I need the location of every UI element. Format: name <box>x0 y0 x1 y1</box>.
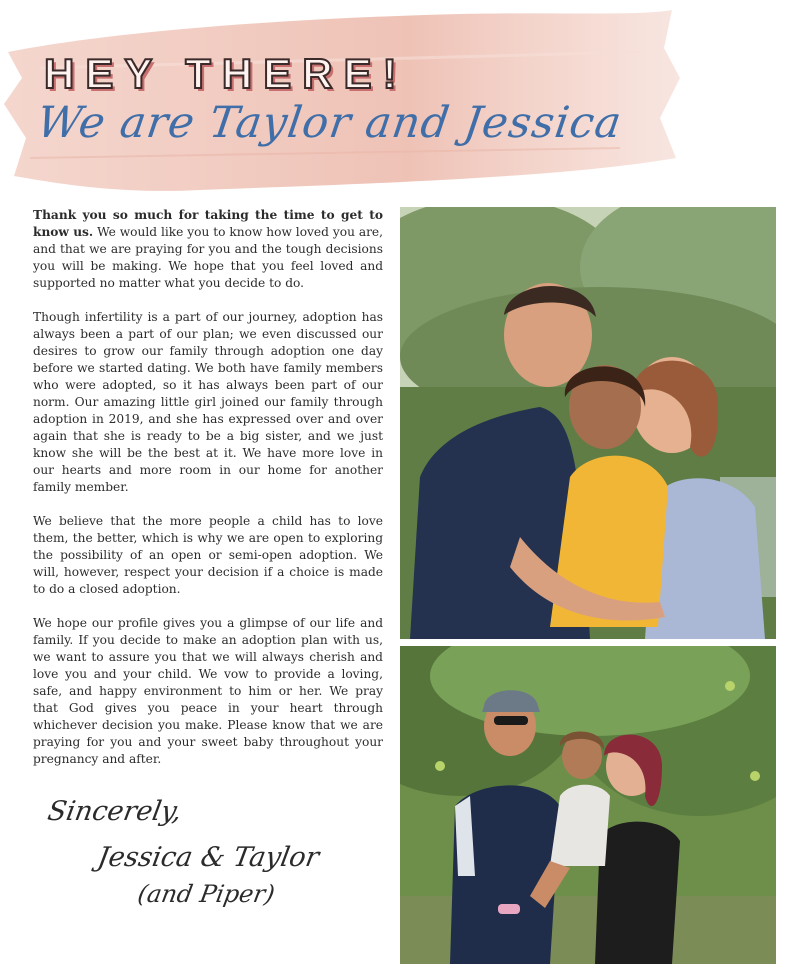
letter-paragraph: We hope our profile gives you a glimpse of our life and family. If you decide to make an adoption plan with us, we want to assure you that we will always cherish and love you and your child. We vow to provide a loving, safe, and happy environment to him or her. We pray that God gives you peace in your heart through whichever decision you make. Please know that we are praying for you and your sweet baby throughout your pregnancy and after. <box>33 616 383 766</box>
letter-paragraph: We believe that the more people a child has to love them, the better, which is why we are open to exploring the possibility of an open or semi-open adoption. We will, however, respect your decision if a choice is made to do a closed adoption. <box>33 514 383 596</box>
letter-intro-text: We would like you to know how loved you are, and that we are praying for you and the tough decisions you will be making. We hope that you feel loved and supported no matter what you decide to do. <box>33 225 383 290</box>
closing-sincerely: Sincerely, <box>45 796 185 827</box>
family-photo-orchard <box>400 646 776 964</box>
names-script-title: We are Taylor and Jessica <box>34 98 626 148</box>
family-photo-portrait <box>400 207 776 639</box>
letter-paragraph: Though infertility is a part of our journey, adoption has always been a part of our plan; we even discussed our desires to grow our family through adoption one day before we started dating. We both have family members who were adopted, so it has always been part of our norm. Our amazing little girl joined our family through adoption in 2019, and she has expressed over and over again that she is ready to be a big sister, and we just know she will be the best at it. We have more love in our hearts and more room in our home for another family member. <box>33 310 383 494</box>
signature-child: (and Piper) <box>135 880 277 908</box>
greeting-title: HEY THERE! <box>44 50 408 97</box>
signature-names: Jessica & Taylor <box>95 842 322 873</box>
letter-paragraph <box>33 207 383 292</box>
letter-body <box>33 207 383 785</box>
letter-intro-bold: Thank you so much for taking the time to get to know us. <box>33 208 383 239</box>
